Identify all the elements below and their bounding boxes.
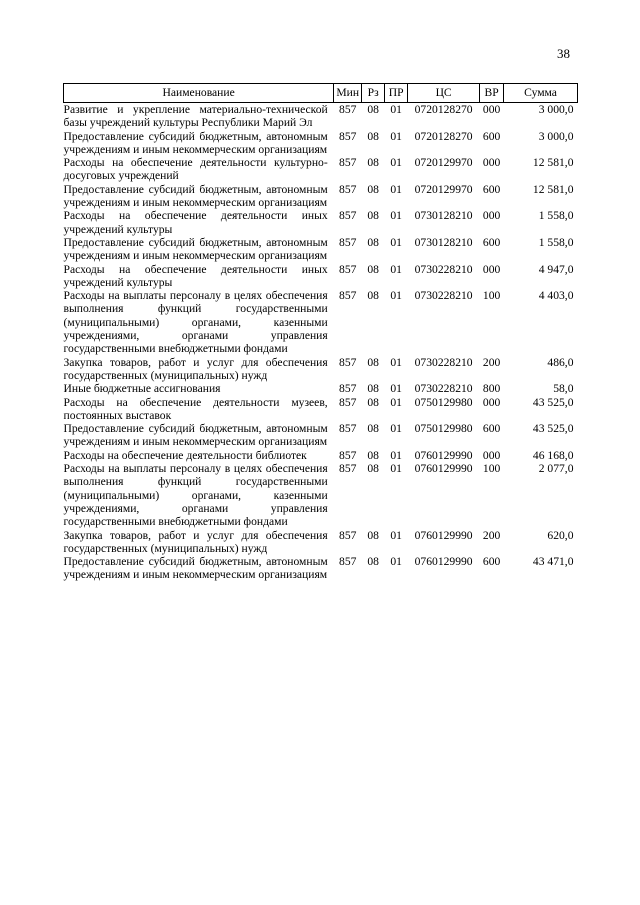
row-vr: 000: [482, 448, 501, 462]
table-row: [64, 130, 578, 157]
row-name: Расходы на обеспечение деятельности музеев, постоянных выставок: [63, 395, 328, 422]
row-rz: 08: [367, 382, 379, 396]
row-rz: 08: [367, 235, 379, 249]
row-min: 857: [339, 448, 357, 462]
row-sum: 620,0: [547, 528, 574, 542]
row-pr: 01: [390, 422, 402, 436]
row-sum: 58,0: [553, 382, 574, 396]
row-rz: 08: [367, 355, 379, 369]
row-rz: 08: [367, 528, 379, 542]
row-name: Расходы на обеспечение деятельности иных учреждений культуры: [63, 209, 328, 236]
row-vr: 600: [482, 182, 501, 196]
row-min: 857: [339, 262, 357, 276]
row-cs: 0730228210: [414, 262, 473, 276]
row-cs: 0760129990: [414, 555, 473, 569]
table-row: [64, 356, 578, 383]
row-name: Расходы на обеспечение деятельности культурно-досуговых учреждений: [63, 156, 328, 183]
row-vr: 600: [482, 129, 501, 143]
row-cs: 0730228210: [414, 289, 473, 303]
row-cs: 0760129990: [414, 528, 473, 542]
row-sum: 12 581,0: [532, 156, 574, 170]
budget-table: [63, 83, 578, 582]
header-rz: Рз: [362, 84, 385, 103]
table-row: [64, 529, 578, 556]
table-row: [64, 382, 578, 395]
row-rz: 08: [367, 555, 379, 569]
row-pr: 01: [390, 462, 402, 476]
row-rz: 08: [367, 262, 379, 276]
table-row: [64, 396, 578, 423]
row-sum: 2 077,0: [538, 462, 574, 476]
row-name: Развитие и укрепление материально-технической базы учреждений культуры Республики Марий Эл: [63, 103, 328, 130]
row-pr: 01: [390, 395, 402, 409]
row-sum: 43 525,0: [532, 395, 574, 409]
row-rz: 08: [367, 448, 379, 462]
row-vr: 000: [482, 262, 501, 276]
row-rz: 08: [367, 395, 379, 409]
row-cs: 0720128270: [414, 103, 473, 116]
row-sum: 1 558,0: [538, 209, 574, 223]
table-header-row: [64, 84, 578, 103]
row-min: 857: [339, 395, 357, 409]
row-cs: 0760129990: [414, 448, 473, 462]
header-pr: ПР: [385, 84, 408, 103]
row-vr: 000: [482, 156, 501, 170]
row-vr: 600: [482, 235, 501, 249]
table-row: [64, 209, 578, 236]
row-min: 857: [339, 462, 357, 476]
row-rz: 08: [367, 103, 379, 116]
table-row: [64, 156, 578, 183]
row-vr: 000: [482, 103, 501, 116]
row-min: 857: [339, 209, 357, 223]
row-min: 857: [339, 156, 357, 170]
table-row: [64, 555, 578, 582]
row-vr: 000: [482, 395, 501, 409]
row-pr: 01: [390, 448, 402, 462]
row-cs: 0720129970: [414, 182, 473, 196]
row-rz: 08: [367, 129, 379, 143]
row-sum: 4 947,0: [538, 262, 574, 276]
row-cs: 0750129980: [414, 395, 473, 409]
row-name: Расходы на обеспечение деятельности библиотек: [63, 448, 307, 462]
row-pr: 01: [390, 235, 402, 249]
row-rz: 08: [367, 289, 379, 303]
row-vr: 100: [482, 289, 501, 303]
row-pr: 01: [390, 262, 402, 276]
row-min: 857: [339, 555, 357, 569]
row-min: 857: [339, 235, 357, 249]
row-name: Расходы на выплаты персоналу в целях обеспечения выполнения функций государственными (муниципальными) органами, казенными учреждениями, органами управления государственными внебюджетными фондами: [63, 462, 328, 529]
row-name: Расходы на обеспечение деятельности иных учреждений культуры: [63, 262, 328, 289]
row-pr: 01: [390, 382, 402, 396]
row-sum: 43 471,0: [532, 555, 574, 569]
row-name: Расходы на выплаты персоналу в целях обеспечения выполнения функций государственными (муниципальными) органами, казенными учреждениями, органами управления государственными внебюджетными фондами: [63, 289, 328, 356]
row-sum: 1 558,0: [538, 235, 574, 249]
row-name: Предоставление субсидий бюджетным, автономным учреждениям и иным некоммерческим организациям: [63, 129, 328, 156]
row-min: 857: [339, 528, 357, 542]
row-sum: 43 525,0: [532, 422, 574, 436]
table-row: [64, 449, 578, 462]
row-sum: 12 581,0: [532, 182, 574, 196]
row-pr: 01: [390, 156, 402, 170]
row-rz: 08: [367, 156, 379, 170]
row-pr: 01: [390, 555, 402, 569]
row-name: Иные бюджетные ассигнования: [63, 382, 221, 396]
row-name: Предоставление субсидий бюджетным, автономным учреждениям и иным некоммерческим организациям: [63, 235, 328, 263]
row-rz: 08: [367, 209, 379, 223]
header-name: Наименование: [64, 84, 334, 103]
row-min: 857: [339, 289, 357, 303]
row-sum: 3 000,0: [538, 103, 574, 116]
row-rz: 08: [367, 462, 379, 476]
row-vr: 800: [482, 382, 501, 396]
row-name: Закупка товаров, работ и услуг для обеспечения государственных (муниципальных) нужд: [63, 355, 328, 382]
row-pr: 01: [390, 103, 402, 116]
row-cs: 0720129970: [414, 156, 473, 170]
row-vr: 200: [482, 355, 501, 369]
row-sum: 46 168,0: [532, 448, 574, 462]
row-name: Предоставление субсидий бюджетным, автономным учреждениям и иным некоммерческим организациям: [63, 182, 328, 210]
row-min: 857: [339, 182, 357, 196]
header-vr: ВР: [480, 84, 504, 103]
row-vr: 600: [482, 555, 501, 569]
table-row: [64, 236, 578, 263]
row-vr: 100: [482, 462, 501, 476]
row-cs: 0730228210: [414, 382, 473, 396]
row-name: Закупка товаров, работ и услуг для обеспечения государственных (муниципальных) нужд: [63, 528, 328, 555]
page-number: 38: [557, 46, 570, 61]
row-pr: 01: [390, 289, 402, 303]
row-min: 857: [339, 103, 357, 116]
row-vr: 200: [482, 528, 501, 542]
row-rz: 08: [367, 422, 379, 436]
row-cs: 0720128270: [414, 129, 473, 143]
row-min: 857: [339, 355, 357, 369]
row-cs: 0730128210: [414, 235, 473, 249]
row-pr: 01: [390, 129, 402, 143]
row-pr: 01: [390, 182, 402, 196]
table-row: [64, 103, 578, 130]
row-pr: 01: [390, 209, 402, 223]
header-min: Мин: [334, 84, 362, 103]
row-sum: 3 000,0: [538, 129, 574, 143]
row-min: 857: [339, 382, 357, 396]
row-cs: 0730128210: [414, 209, 473, 223]
header-sum: Сумма: [504, 84, 578, 103]
row-sum: 4 403,0: [538, 289, 574, 303]
row-min: 857: [339, 422, 357, 436]
row-name: Предоставление субсидий бюджетным, автономным учреждениям и иным некоммерческим организациям: [63, 422, 328, 449]
row-name: Предоставление субсидий бюджетным, автономным учреждениям и иным некоммерческим организациям: [63, 555, 328, 582]
row-vr: 600: [482, 422, 501, 436]
header-cs: ЦС: [408, 84, 480, 103]
table-row: [64, 422, 578, 449]
row-min: 857: [339, 129, 357, 143]
row-cs: 0760129990: [414, 462, 473, 476]
table-row: [64, 462, 578, 528]
row-cs: 0750129980: [414, 422, 473, 436]
row-vr: 000: [482, 209, 501, 223]
row-pr: 01: [390, 355, 402, 369]
row-cs: 0730228210: [414, 355, 473, 369]
table-row: [64, 183, 578, 210]
row-rz: 08: [367, 182, 379, 196]
row-sum: 486,0: [547, 355, 574, 369]
table-row: [64, 289, 578, 355]
row-pr: 01: [390, 528, 402, 542]
table-row: [64, 263, 578, 290]
